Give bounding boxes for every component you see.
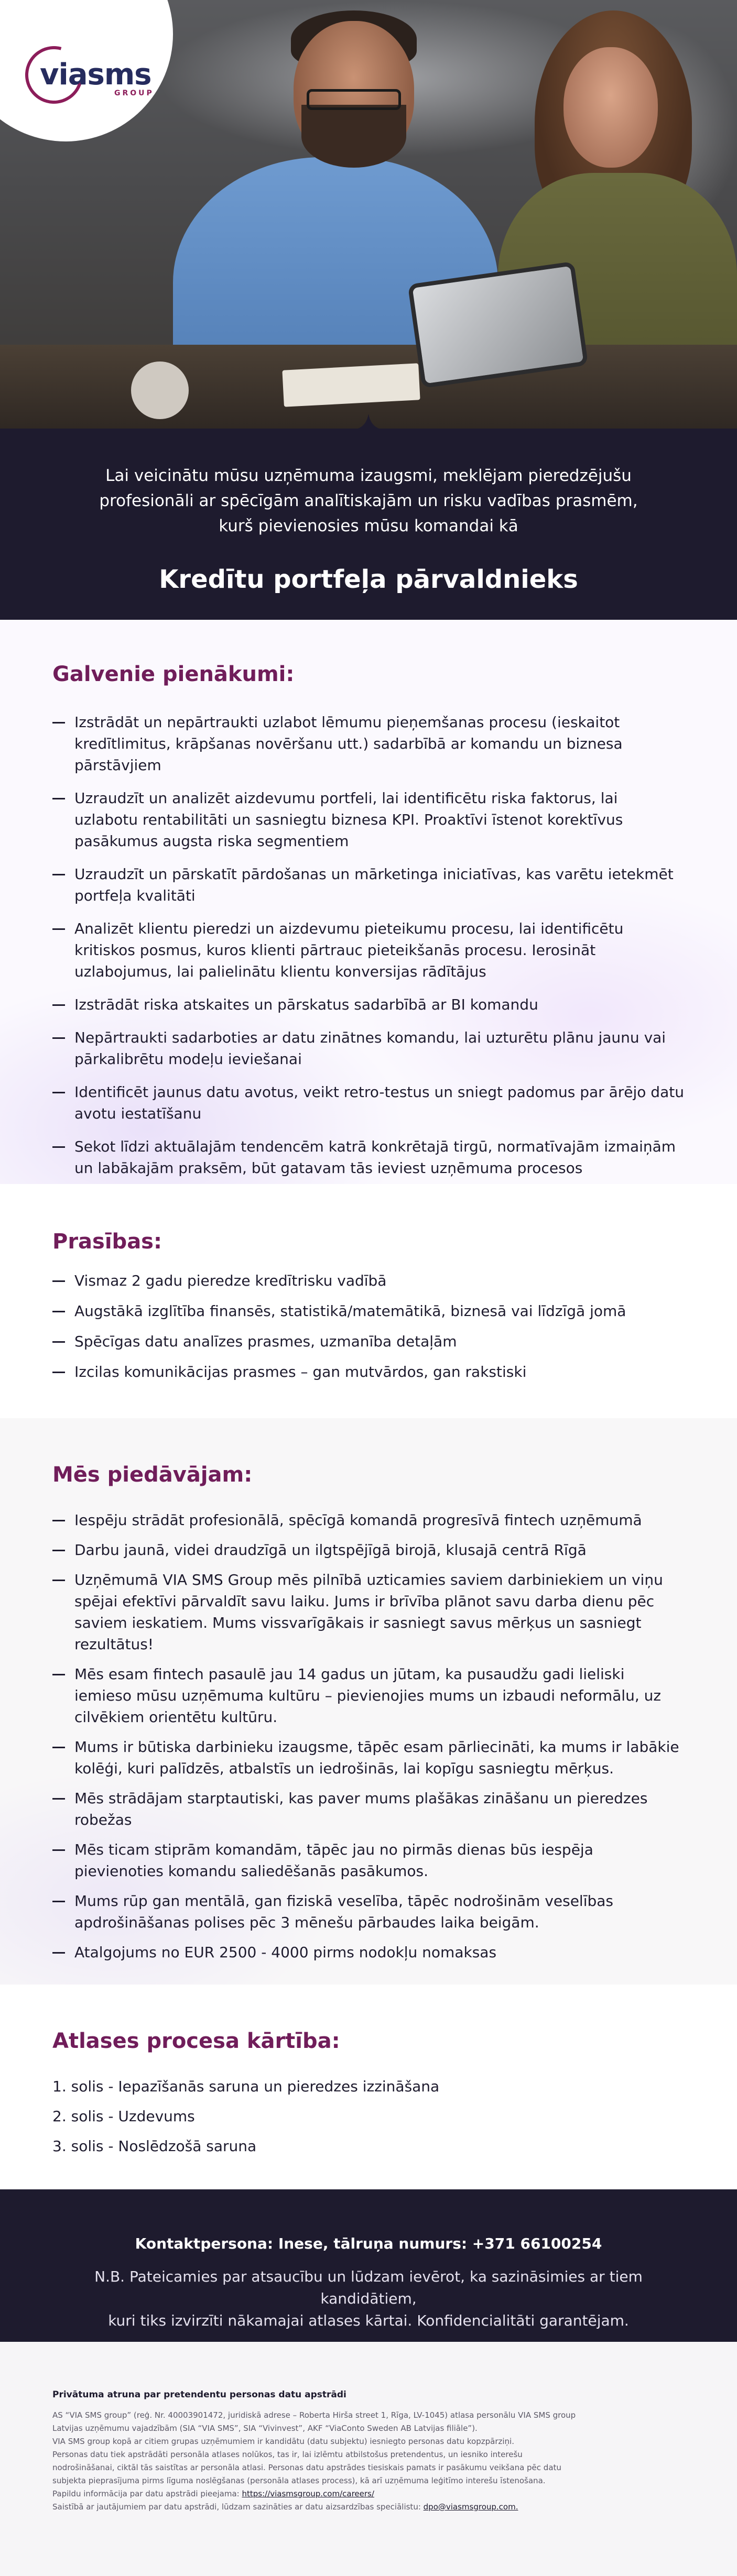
requirements-list: [52, 1270, 685, 1383]
privacy-line-careers: [52, 2487, 685, 2501]
hero-image: [0, 0, 737, 429]
privacy-line: AS “VIA SMS group” (reģ. Nr. 40003901472, juridiskā adrese – Roberta Hirša street 1, Rīga, LV-1045) atlasa personālu VIA SMS group: [52, 2410, 576, 2420]
logo-group-label: GROUP: [114, 89, 154, 97]
duties-section: [0, 620, 737, 1184]
intro-lead-line: Lai veicinātu mūsu uzņēmuma izaugsmi, meklējam pieredzējušu: [105, 466, 632, 485]
list-item: Darbu jaunā, videi draudzīgā un ilgtspējīgā birojā, klusajā centrā Rīgā: [52, 1539, 685, 1561]
contact-person: Kontaktpersona: Inese, tālruņa numurs: +371 66100254: [135, 2235, 602, 2252]
duties-title: Galvenie pienākumi:: [52, 662, 295, 686]
list-item: Izstrādāt un nepārtraukti uzlabot lēmumu pieņemšanas procesu (ieskaitot kredītlimitus, krāpšanas novēršanu utt.) sadarbībā ar komandu un biznesa pārstāvjiem: [52, 711, 685, 776]
list-item: Spēcīgas datu analīzes prasmes, uzmanība detaļām: [52, 1331, 685, 1352]
list-item: Mēs esam fintech pasaulē jau 14 gadus un jūtam, ka pusaudžu gadi lieliski iemieso mūsu uzņēmuma kultūru – pievienojies mums un izbaudi neformālu, uz cilvēkiem orientētu kultūru.: [52, 1663, 685, 1728]
list-item: Iespēju strādāt profesionālā, spēcīgā komandā progresīvā fintech uzņēmumā: [52, 1509, 685, 1531]
dpo-email-link[interactable]: dpo@viasmsgroup.com.: [423, 2502, 518, 2512]
process-step: 3. solis - Noslēdzošā saruna: [52, 2137, 257, 2155]
list-item: Sekot līdzi aktuālajām tendencēm katrā konkrētajā tirgū, normatīvajām izmaiņām un labākajām praksēm, būt gatavam tās ieviest uzņēmuma procesos: [52, 1136, 685, 1179]
privacy-line: Personas datu tiek apstrādāti personāla atlases nolūkos, tas ir, lai izlēmtu atbilstošus pretendentus, un iesniko interešu: [52, 2450, 523, 2459]
process-title: Atlases procesa kārtība:: [52, 2029, 340, 2053]
hero-glasses: [307, 89, 401, 110]
privacy-line-dpo: [52, 2501, 685, 2514]
contact-note-line: kuri tiks izvirzīti nākamajai atlases kārtai. Konfidencialitāti garantējam.: [108, 2312, 629, 2329]
list-item: Analizēt klientu pieredzi un aizdevumu pieteikumu procesu, lai identificētu kritiskos posmus, kuros klienti pārtrauc pieteikšanās procesu. Ierosināt uzlabojumus, lai palielinātu klientu konversijas rādītājus: [52, 918, 685, 982]
list-item: Mums ir būtiska darbinieku izaugsme, tāpēc esam pārliecināti, ka mums ir labākie kolēģi, kuri palīdzēs, atbalstīs un iedrošinās, lai kopīgu sasniegtu mērķus.: [52, 1736, 685, 1779]
contact-section: [0, 2189, 737, 2342]
job-title: Kredītu portfeļa pārvaldnieks: [159, 565, 578, 594]
process-steps: [52, 2076, 685, 2157]
privacy-line: subjekta pieprasījuma pirms līguma noslēgšanas (personāla atlases process), kā arī uzņēmuma leģitīmo interešu īstenošana.: [52, 2476, 546, 2485]
list-item: Uzņēmumā VIA SMS Group mēs pilnībā uzticamies saviem darbiniekiem un viņu spējai efektīvi pārvaldīt savu laiku. Jums ir brīvība plānot savu darba dienu pēc saviem ieskatiem. Mums vissvarīgākais ir sasniegt savus mērķus un sasniegt rezultātus!: [52, 1569, 685, 1655]
list-item: Uzraudzīt un pārskatīt pārdošanas un mārketinga iniciatīvas, kas varētu ietekmēt portfeļa kvalitāti: [52, 863, 685, 906]
list-item: Nepārtraukti sadarboties ar datu zinātnes komandu, lai uzturētu plānu jaunu vai pārkalibrētu modeļu ieviešanai: [52, 1027, 685, 1070]
hero-divider-notch-icon: [353, 414, 384, 429]
list-item: Vismaz 2 gadu pieredze kredītrisku vadībā: [52, 1270, 685, 1291]
list-item: Augstākā izglītība finansēs, statistikā/matemātikā, biznesā vai līdzīgā jomā: [52, 1300, 685, 1322]
privacy-line: nodrošināšanai, ciktāl tās saistītas ar personāla atlasi. Personas datu apstrādes tiesiskais pamats ir pasākumu veikšana pēc datu: [52, 2463, 561, 2472]
hero-woman-face: [563, 47, 658, 168]
list-item: Mums rūp gan mentālā, gan fiziskā veselība, tāpēc nodrošinām veselības apdrošināšanas polises pēc 3 mēnešu pārbaudes laika beigām.: [52, 1890, 685, 1933]
privacy-section: [0, 2342, 737, 2576]
offer-section: [0, 1418, 737, 1985]
viasms-logo[interactable]: [25, 46, 154, 104]
duties-list: [52, 711, 685, 1179]
offer-list: [52, 1509, 685, 1963]
contact-note: [0, 2266, 737, 2332]
list-item: Identificēt jaunus datu avotus, veikt retro-testus un sniegt padomus par ārējo datu avotu iestatīšanu: [52, 1081, 685, 1124]
careers-link[interactable]: https://viasmsgroup.com/careers/: [242, 2489, 374, 2498]
list-item: Mēs strādājam starptautiski, kas paver mums plašākas zināšanu un pieredzes robežas: [52, 1788, 685, 1830]
intro-lead-line: kurš pievienosies mūsu komandai kā: [219, 517, 518, 535]
intro-banner: [0, 429, 737, 620]
privacy-line-text: Papildu informācija par datu apstrādi pieejama:: [52, 2489, 242, 2498]
intro-lead-line: profesionāli ar spēcīgām analītiskajām un risku vadības prasmēm,: [99, 491, 638, 510]
list-item: Izstrādāt riska atskaites un pārskatus sadarbībā ar BI komandu: [52, 994, 685, 1015]
requirements-title: Prasības:: [52, 1230, 162, 1254]
privacy-line-text: Saistībā ar jautājumiem par datu apstrādi, lūdzam sazināties ar datu aizsardzības speciālistu:: [52, 2502, 424, 2512]
process-section: [0, 1985, 737, 2189]
list-item: Izcilas komunikācijas prasmes – gan mutvārdos, gan rakstiski: [52, 1361, 685, 1383]
privacy-line: Latvijas uzņēmumu vajadzībām (SIA “VIA SMS”, SIA “Vivinvest”, AKF “ViaConto Sweden AB Latvijas filiāle”).: [52, 2424, 478, 2433]
list-item: Mēs ticam stiprām komandām, tāpēc jau no pirmās dienas būs iespēja pievienoties komandu saliedēšanās pasākumos.: [52, 1839, 685, 1882]
process-step: 1. solis - Iepazīšanās saruna un pieredzes izzināšana: [52, 2078, 440, 2095]
list-item: Atalgojums no EUR 2500 - 4000 pirms nodokļu nomaksas: [52, 1942, 685, 1963]
hero-man-beard: [301, 105, 406, 168]
process-step: 2. solis - Uzdevums: [52, 2108, 195, 2125]
offer-title: Mēs piedāvājam:: [52, 1463, 253, 1487]
hero-notebook: [282, 363, 420, 407]
requirements-section: [0, 1184, 737, 1418]
privacy-line: VIA SMS group kopā ar citiem grupas uzņēmumiem ir kandidātu (datu subjektu) iesniegto personas datu kopzpārziņi.: [52, 2437, 514, 2446]
list-item: Uzraudzīt un analizēt aizdevumu portfeli, lai identificētu riska faktorus, lai uzlabotu rentabilitāti un sasniegtu biznesa KPI. Proaktīvi īstenot korektīvus pasākumus augsta riska segmentiem: [52, 787, 685, 852]
contact-note-line: N.B. Pateicamies par atsaucību un lūdzam ievērot, ka sazināsimies ar tiem kandidātiem,: [94, 2268, 643, 2307]
hero-mug: [131, 361, 189, 419]
intro-lead: [63, 463, 674, 539]
logo-wordmark: viasms: [40, 58, 151, 92]
privacy-title: Privātuma atruna par pretendentu personas datu apstrādi: [52, 2389, 346, 2400]
